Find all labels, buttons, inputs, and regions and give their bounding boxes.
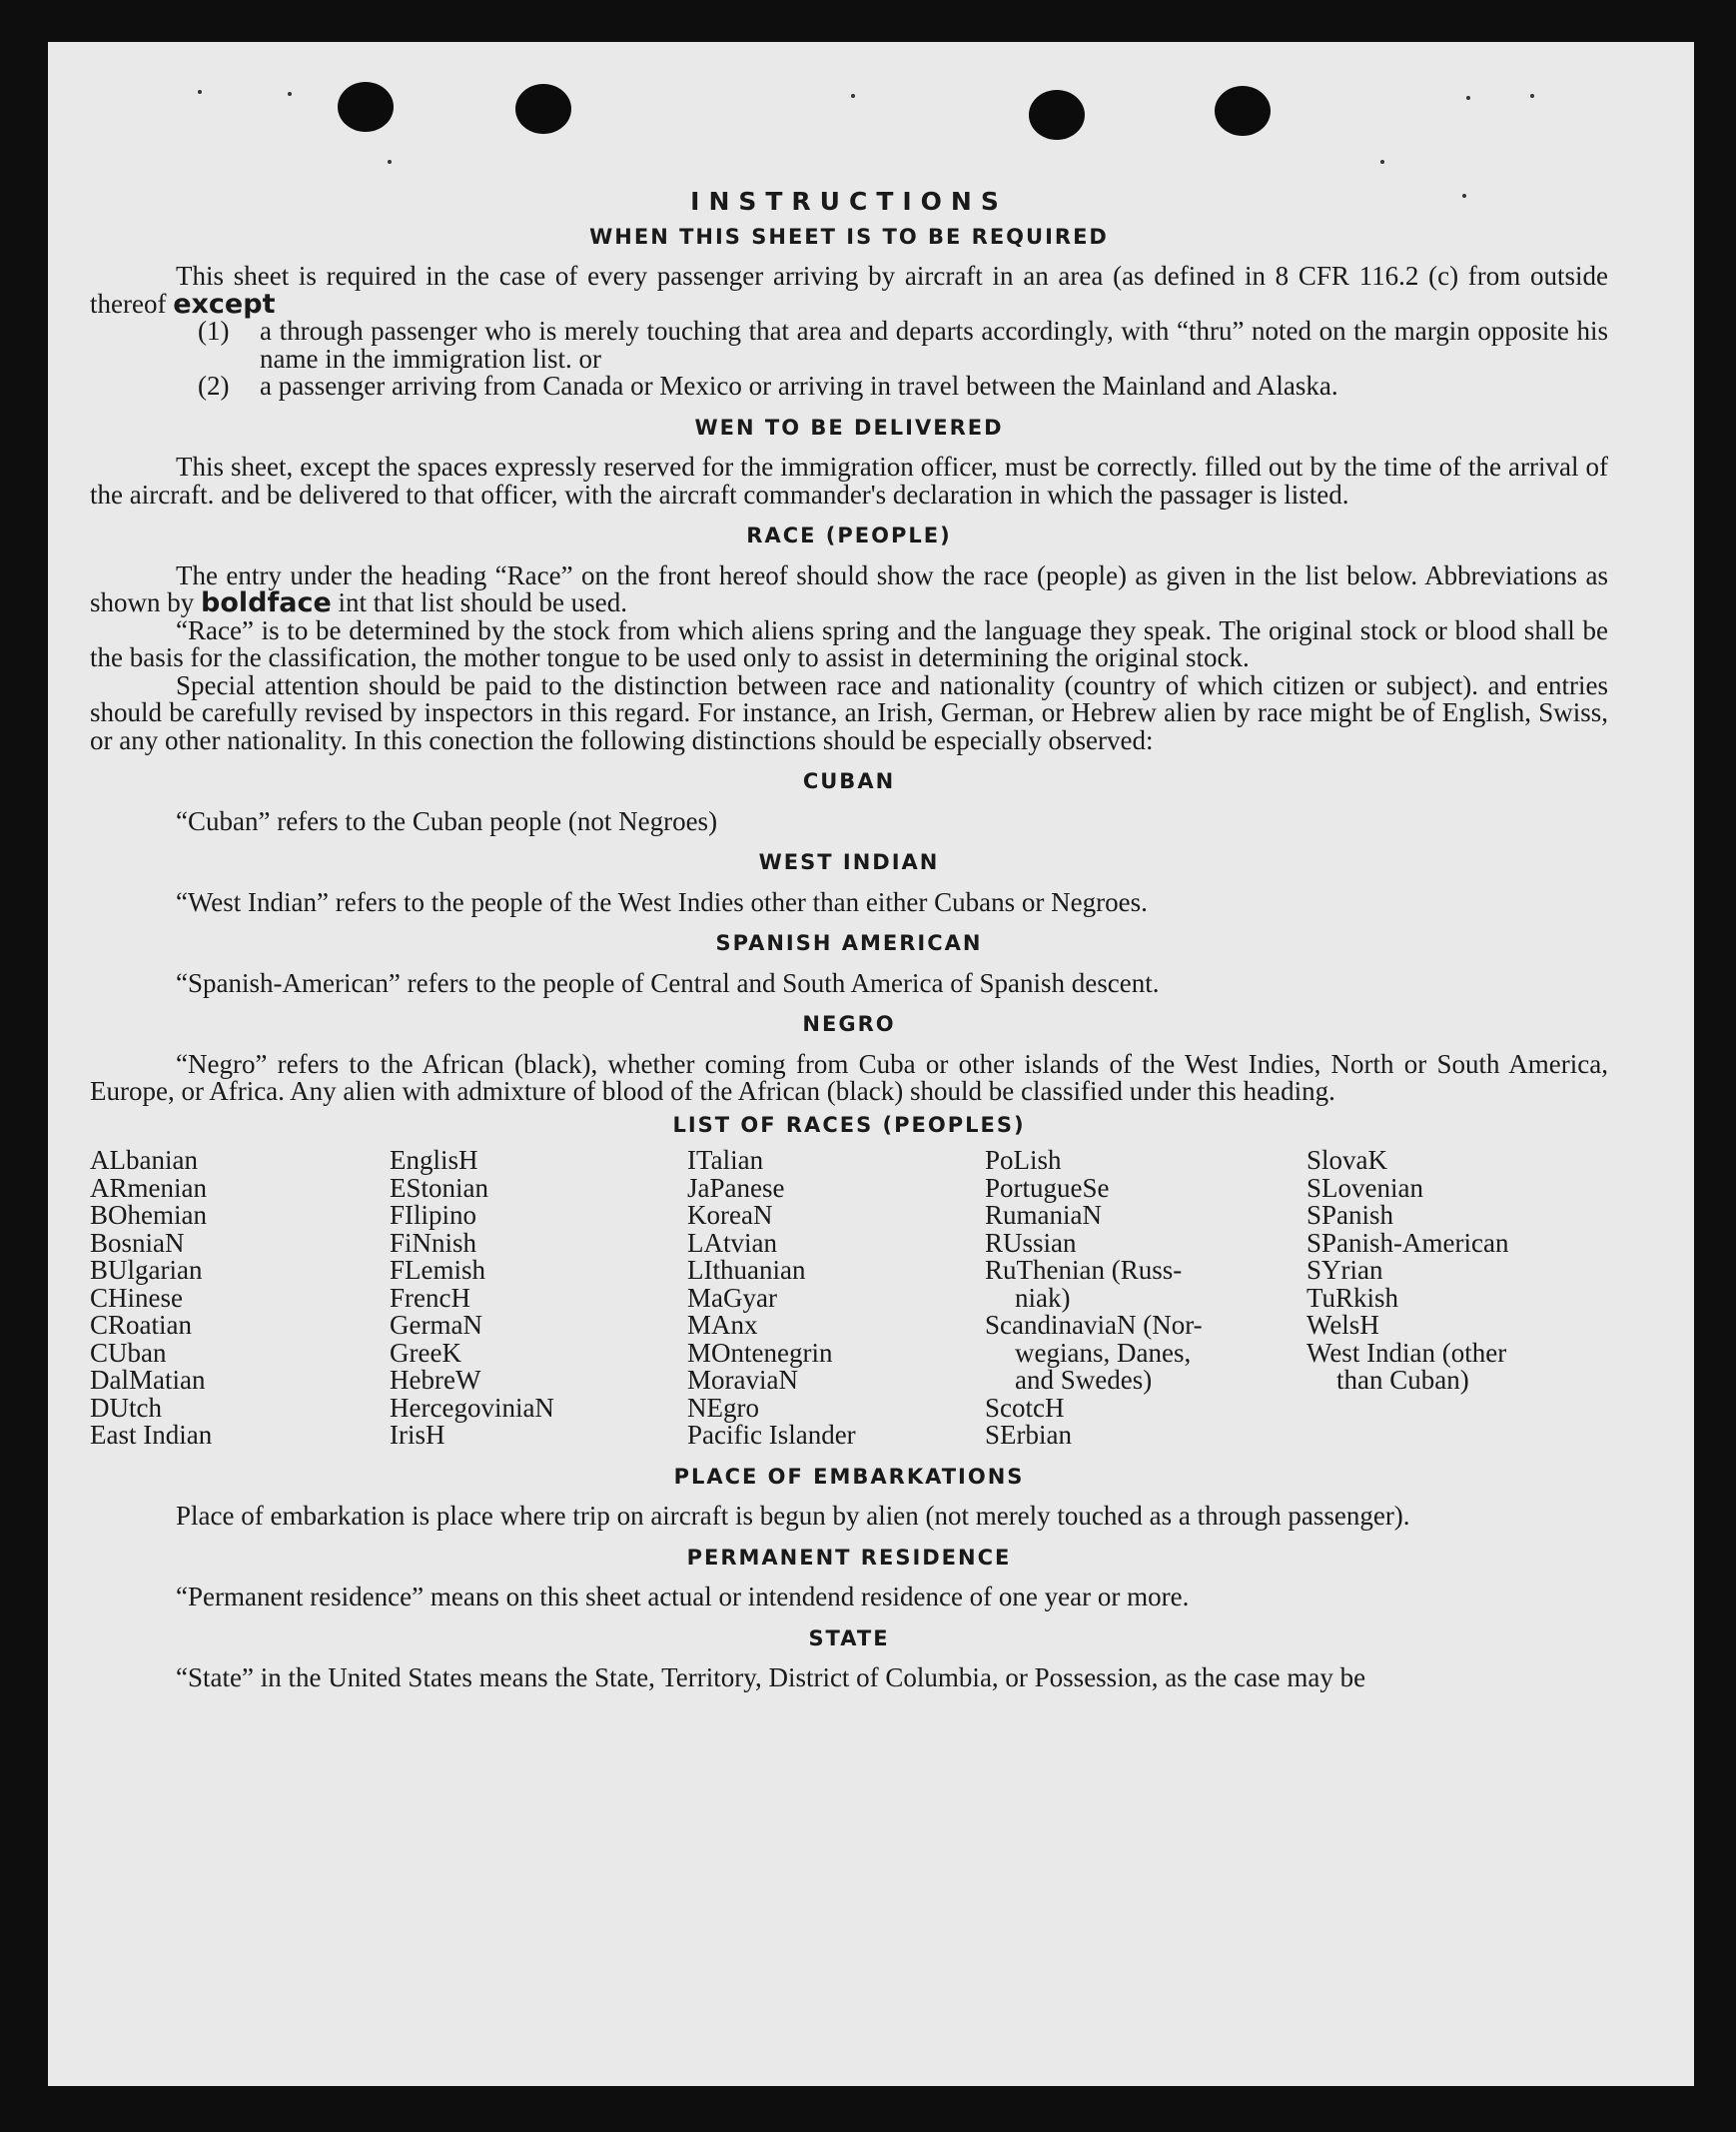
race-entry: CHinese bbox=[90, 1282, 183, 1313]
race-paragraph-2: “Race” is to be determined by the stock from which aliens spring and the language they speak. The original stock or blood shall be the basis for the classification, the mother tongue to be used only to assist in determining the original stock. bbox=[90, 614, 1608, 672]
race-entry: SPanish-American bbox=[1306, 1227, 1509, 1258]
section-heading-west-indian: WEST INDIAN bbox=[758, 850, 940, 874]
exception-number: (2) bbox=[198, 371, 230, 401]
required-intro-text: This sheet is required in the case of every passenger arriving by aircraft in an area (as defined in 8 CFR 116.2 (c) from outside thereof bbox=[90, 261, 1608, 319]
race-entry: CRoatian bbox=[90, 1310, 192, 1340]
race-entry: FIlipino bbox=[390, 1200, 477, 1230]
race-entry: WelsH bbox=[1306, 1310, 1379, 1340]
race-p1-text-b: int that list should be used. bbox=[331, 587, 628, 617]
required-intro bbox=[90, 263, 1608, 318]
race-entry: ALbanian bbox=[90, 1145, 198, 1175]
race-entry-continuation: and Swedes) bbox=[1015, 1365, 1153, 1395]
exception-item bbox=[198, 373, 1608, 401]
race-entry: PoLish bbox=[985, 1145, 1062, 1175]
race-entry: DalMatian bbox=[90, 1365, 206, 1395]
race-p1-bold: boldface bbox=[201, 587, 332, 618]
spanish-american-text: “Spanish-American” refers to the people of Central and South America of Spanish descent. bbox=[176, 967, 1160, 998]
section-heading-residence: PERMANENT RESIDENCE bbox=[686, 1545, 1012, 1570]
section-heading-cuban: CUBAN bbox=[802, 769, 896, 793]
exception-item bbox=[198, 318, 1608, 373]
race-entry: MAnx bbox=[687, 1310, 758, 1340]
race-entry: ScandinaviaN (Nor- bbox=[985, 1310, 1203, 1340]
speck bbox=[1380, 160, 1384, 164]
race-entry: BUlgarian bbox=[90, 1255, 203, 1285]
delivery-text: This sheet, except the spaces expressly reserved for the immigration officer, must be correctly. filled out by the time of the arrival of the aircraft. and be delivered to that officer, with the aircraft commander's declaration in which the passager is listed. bbox=[90, 452, 1608, 510]
race-entry-continuation: niak) bbox=[1015, 1282, 1071, 1313]
speck bbox=[198, 90, 202, 94]
race-entry: LIthuanian bbox=[687, 1255, 806, 1285]
race-entry: SPanish bbox=[1306, 1200, 1394, 1230]
race-entry: BosniaN bbox=[90, 1227, 185, 1258]
section-heading-state: STATE bbox=[808, 1625, 890, 1650]
race-entry-continuation: wegians, Danes, bbox=[1015, 1337, 1192, 1368]
section-heading-embarkation: PLACE OF EMBARKATIONS bbox=[673, 1464, 1025, 1489]
exception-text: a through passenger who is merely touching that area and departs accordingly, with “thru” noted on the margin opposite his name in the immigration list. or bbox=[260, 316, 1608, 374]
race-entry: RuThenian (Russ- bbox=[985, 1255, 1183, 1285]
exception-text: a passenger arriving from Canada or Mexico or arriving in travel between the Mainland and Alaska. bbox=[260, 371, 1338, 401]
exception-number: (1) bbox=[198, 316, 230, 346]
race-entry: SErbian bbox=[985, 1420, 1072, 1450]
race-entry: NEgro bbox=[687, 1392, 759, 1423]
races-column-2 bbox=[390, 1147, 687, 1450]
race-entry: KoreaN bbox=[687, 1200, 773, 1230]
cuban-text: “Cuban” refers to the Cuban people (not Negroes) bbox=[176, 805, 718, 836]
race-entry: BOhemian bbox=[90, 1200, 207, 1230]
document-sheet bbox=[48, 42, 1694, 2086]
negro-text: “Negro” refers to the African (black), whether coming from Cuba or other islands of the West Indies, North or South America, Europe, or Africa. Any alien with admixture of blood of the African (black) should be classified under this heading. bbox=[90, 1048, 1608, 1106]
race-entry: FrencH bbox=[390, 1282, 470, 1313]
race-entry: HebreW bbox=[390, 1365, 481, 1395]
race-p1-text-a: The entry under the heading “Race” on the front hereof should show the race (people) as given in the list below. Abbreviations as shown by bbox=[90, 559, 1608, 617]
section-heading-negro: NEGRO bbox=[802, 1012, 896, 1036]
races-column-3 bbox=[687, 1147, 985, 1450]
punch-hole bbox=[1215, 86, 1271, 136]
race-entry-continuation: than Cuban) bbox=[1336, 1365, 1469, 1395]
punch-hole bbox=[1029, 90, 1085, 140]
race-entry: LAtvian bbox=[687, 1227, 777, 1258]
race-entry: East Indian bbox=[90, 1420, 213, 1450]
races-list bbox=[90, 1147, 1608, 1450]
speck bbox=[1530, 94, 1534, 98]
race-entry: FLemish bbox=[390, 1255, 486, 1285]
section-heading-race: RACE (PEOPLE) bbox=[746, 524, 952, 547]
speck bbox=[288, 92, 292, 96]
section-heading-delivery: WEN TO BE DELIVERED bbox=[694, 415, 1004, 440]
race-entry: ARmenian bbox=[90, 1172, 207, 1203]
residence-text: “Permanent residence” means on this sheet actual or intendend residence of one year or more. bbox=[176, 1582, 1190, 1611]
instructions-content bbox=[90, 188, 1608, 1692]
race-entry: PortugueSe bbox=[985, 1172, 1110, 1203]
races-column-4 bbox=[985, 1147, 1306, 1450]
race-entry: FiNnish bbox=[390, 1227, 477, 1258]
race-paragraph-3: Special attention should be paid to the distinction between race and nationality (country of which citizen or subject). and entries should be carefully revised by inspectors in this regard. For instance, an Irish, German, or Hebrew alien by race might be of English, Swiss, or any other nationality. In this conection the following distinctions should be especially observed: bbox=[90, 669, 1608, 755]
race-entry: CUban bbox=[90, 1337, 167, 1368]
section-heading-when-required: WHEN THIS SHEET IS TO BE REQUIRED bbox=[589, 224, 1109, 249]
race-entry: MoraviaN bbox=[687, 1365, 798, 1395]
state-text: “State” in the United States means the State, Territory, District of Columbia, or Possession, as the case may be bbox=[176, 1662, 1366, 1692]
race-entry: JaPanese bbox=[687, 1172, 785, 1203]
race-entry: HercegoviniaN bbox=[390, 1392, 554, 1423]
race-entry: SLovenian bbox=[1306, 1172, 1423, 1203]
section-heading-races-list: LIST OF RACES (PEOPLES) bbox=[672, 1112, 1026, 1137]
speck bbox=[388, 160, 392, 164]
race-entry: SlovaK bbox=[1306, 1145, 1387, 1175]
required-intro-bold: except bbox=[173, 288, 276, 320]
speck bbox=[1466, 96, 1470, 100]
punch-hole bbox=[515, 84, 571, 134]
race-entry: GreeK bbox=[390, 1337, 461, 1368]
race-entry: IrisH bbox=[390, 1420, 445, 1450]
races-column-1 bbox=[90, 1147, 390, 1450]
race-entry: RUssian bbox=[985, 1227, 1077, 1258]
race-entry: EnglisH bbox=[390, 1145, 478, 1175]
race-entry: ITalian bbox=[687, 1145, 764, 1175]
race-entry: MOntenegrin bbox=[687, 1337, 833, 1368]
race-entry: EStonian bbox=[390, 1172, 488, 1203]
race-entry: RumaniaN bbox=[985, 1200, 1102, 1230]
embarkation-text: Place of embarkation is place where trip on aircraft is begun by alien (not merely touched as a through passenger). bbox=[176, 1501, 1410, 1531]
page-title: INSTRUCTIONS bbox=[690, 187, 1008, 216]
punch-hole bbox=[338, 82, 394, 132]
race-entry: Pacific Islander bbox=[687, 1420, 856, 1450]
speck bbox=[851, 94, 855, 98]
section-heading-spanish-american: SPANISH AMERICAN bbox=[715, 931, 983, 955]
race-entry: DUtch bbox=[90, 1392, 162, 1423]
race-entry: SYrian bbox=[1306, 1255, 1383, 1285]
race-entry: TuRkish bbox=[1306, 1282, 1399, 1313]
race-entry: MaGyar bbox=[687, 1282, 777, 1313]
race-entry: West Indian (other bbox=[1306, 1337, 1507, 1368]
race-entry: GermaN bbox=[390, 1310, 482, 1340]
races-column-5 bbox=[1306, 1147, 1596, 1450]
race-paragraph-1 bbox=[90, 559, 1608, 618]
race-entry: ScotcH bbox=[985, 1392, 1065, 1423]
west-indian-text: “West Indian” refers to the people of the West Indies other than either Cubans or Negroes. bbox=[176, 886, 1148, 917]
